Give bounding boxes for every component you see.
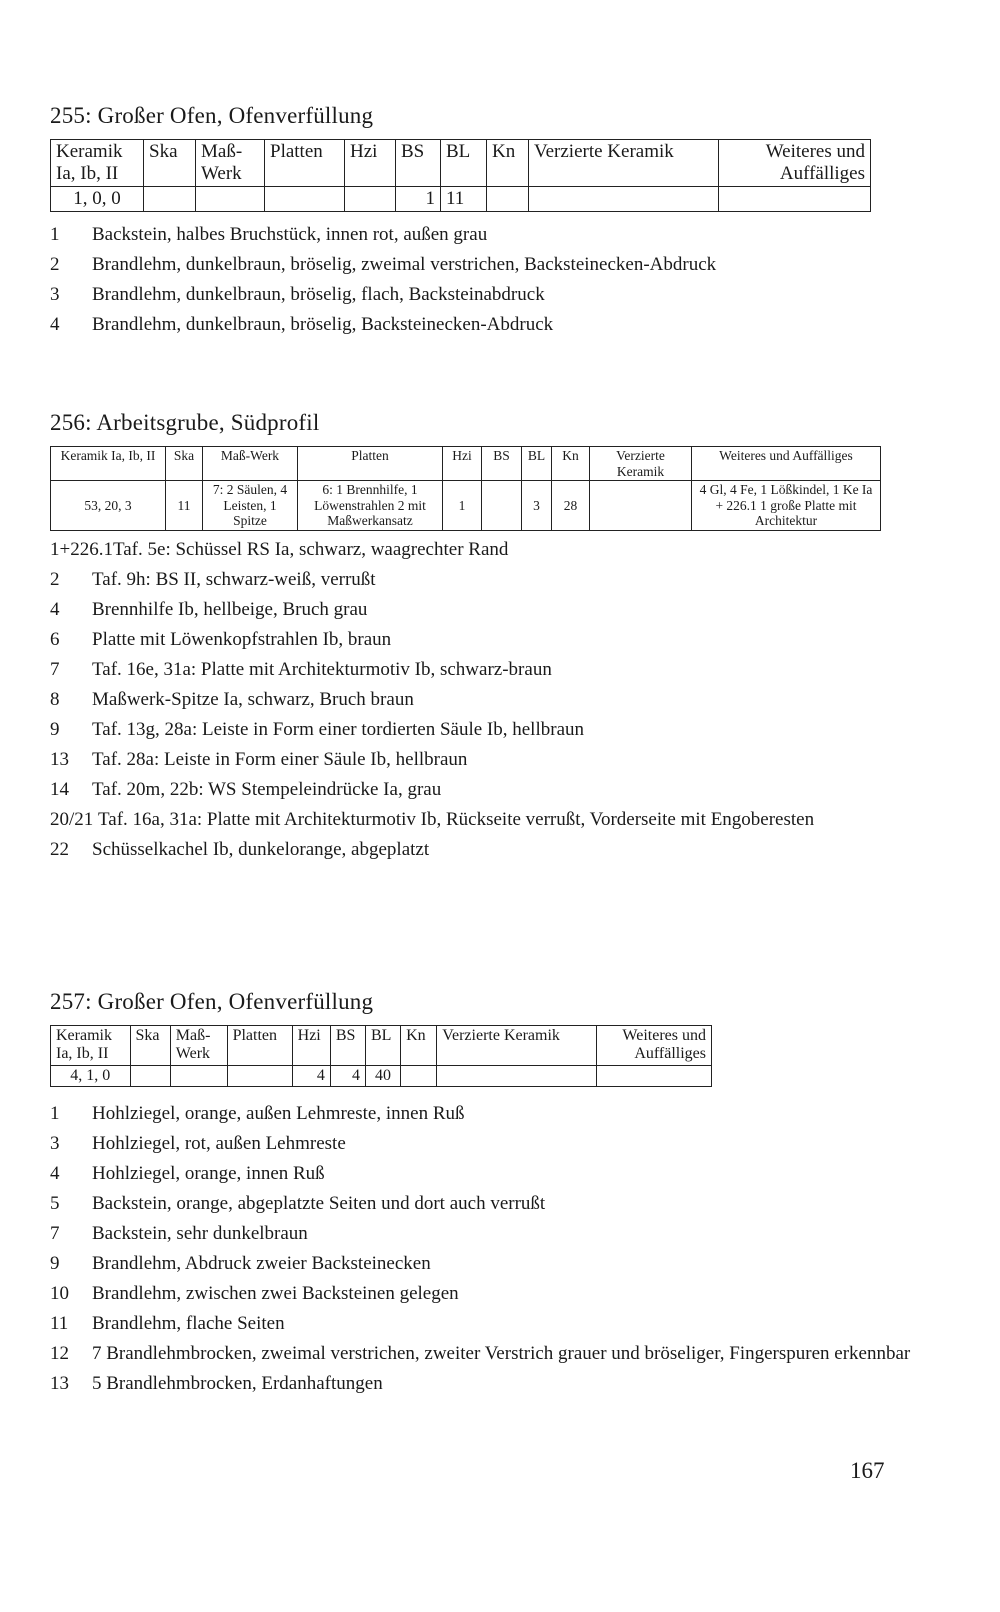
table-header: Hzi bbox=[292, 1026, 330, 1066]
item-number: 2 bbox=[50, 253, 60, 275]
item-text: Backstein, orange, abgeplatzte Seiten und dort auch verrußt bbox=[92, 1193, 546, 1215]
table-cell: 28 bbox=[552, 481, 590, 531]
table-header: Kn bbox=[401, 1026, 437, 1066]
item-number: 2 bbox=[50, 568, 60, 590]
table-cell: 53, 20, 3 bbox=[51, 481, 166, 531]
list-item bbox=[50, 805, 930, 835]
item-text: Taf. 16a, 31a: Platte mit Architekturmotiv Ib, Rückseite verrußt, Vorderseite mit Engoberesten bbox=[98, 808, 815, 830]
item-number: 1 bbox=[50, 1103, 60, 1125]
item-text: Maßwerk-Spitze Ia, schwarz, Bruch braun bbox=[92, 688, 414, 710]
table-cell: 1 bbox=[396, 186, 441, 211]
table-header: Ska bbox=[166, 447, 203, 481]
list-item bbox=[50, 1189, 930, 1219]
table-header: BL bbox=[441, 140, 487, 187]
list-item bbox=[50, 1309, 930, 1339]
table-cell: 1 bbox=[443, 481, 482, 531]
list-item bbox=[50, 220, 930, 250]
table-cell bbox=[345, 186, 396, 211]
finds-table bbox=[50, 446, 881, 531]
table-cell: 40 bbox=[365, 1065, 400, 1086]
section-heading: 256: Arbeitsgrube, Südprofil bbox=[50, 410, 320, 435]
list-item bbox=[50, 595, 930, 625]
table-cell: 1, 0, 0 bbox=[51, 186, 144, 211]
table-header: Weiteres und Auffälliges bbox=[719, 140, 871, 187]
table-header: Ska bbox=[130, 1026, 170, 1066]
table-header: Hzi bbox=[345, 140, 396, 187]
item-number: 13 bbox=[50, 1373, 69, 1395]
item-text: 7 Brandlehmbrocken, zweimal verstrichen, zweiter Verstrich grauer und bröseliger, Fingerspuren erkennbar bbox=[92, 1343, 911, 1365]
table-header-row bbox=[51, 447, 881, 481]
list-item bbox=[50, 655, 930, 685]
table-cell bbox=[597, 1065, 712, 1086]
table-cell: 4 bbox=[330, 1065, 365, 1086]
table-header: Weiteres und Auffälliges bbox=[692, 447, 881, 481]
find-list bbox=[50, 1099, 930, 1399]
item-text: Brandlehm, zwischen zwei Backsteinen gelegen bbox=[92, 1283, 459, 1305]
list-item bbox=[50, 685, 930, 715]
item-text: Taf. 20m, 22b: WS Stempeleindrücke Ia, grau bbox=[92, 778, 442, 800]
section-257 bbox=[50, 989, 930, 1399]
table-cell bbox=[719, 186, 871, 211]
table-cell bbox=[130, 1065, 170, 1086]
table-header: Platten bbox=[298, 447, 443, 481]
table-header: Verzierte Keramik bbox=[437, 1026, 597, 1066]
table-cell bbox=[196, 186, 265, 211]
item-text: Hohlziegel, orange, innen Ruß bbox=[92, 1163, 325, 1185]
table-cell bbox=[227, 1065, 292, 1086]
table-header: BS bbox=[330, 1026, 365, 1066]
section-255 bbox=[50, 103, 930, 340]
item-number: 7 bbox=[50, 658, 60, 680]
list-item bbox=[50, 280, 930, 310]
item-number: 3 bbox=[50, 283, 60, 305]
table-header: Keramik Ia, Ib, II bbox=[51, 140, 144, 187]
item-number: 4 bbox=[50, 598, 60, 620]
table-header: BL bbox=[522, 447, 552, 481]
table-cell bbox=[144, 186, 196, 211]
item-number: 9 bbox=[50, 1253, 60, 1275]
table-header: Hzi bbox=[443, 447, 482, 481]
item-number: 11 bbox=[50, 1313, 69, 1335]
item-number: 1+226.1 bbox=[50, 538, 113, 560]
item-number: 14 bbox=[50, 778, 69, 800]
list-item bbox=[50, 745, 930, 775]
table-header: Maß-Werk bbox=[170, 1026, 227, 1066]
table-cell: 11 bbox=[441, 186, 487, 211]
item-number: 3 bbox=[50, 1133, 60, 1155]
find-list bbox=[50, 535, 930, 865]
item-number: 4 bbox=[50, 313, 60, 335]
list-item bbox=[50, 835, 930, 865]
table-header: Keramik Ia, Ib, II bbox=[51, 447, 166, 481]
find-list bbox=[50, 220, 930, 340]
item-text: Brandlehm, dunkelbraun, bröselig, zweimal verstrichen, Backsteinecken-Abdruck bbox=[92, 253, 717, 275]
item-number: 6 bbox=[50, 628, 60, 650]
table-header: Platten bbox=[227, 1026, 292, 1066]
table-header: BS bbox=[396, 140, 441, 187]
table-cell bbox=[170, 1065, 227, 1086]
item-number: 10 bbox=[50, 1283, 69, 1305]
item-number: 22 bbox=[50, 838, 69, 860]
table-header: Platten bbox=[265, 140, 345, 187]
item-text: Taf. 9h: BS II, schwarz-weiß, verrußt bbox=[92, 568, 376, 590]
table-header: Maß-Werk bbox=[196, 140, 265, 187]
list-item bbox=[50, 310, 930, 340]
table-header: Maß-Werk bbox=[203, 447, 298, 481]
list-item bbox=[50, 1369, 930, 1399]
table-cell: 11 bbox=[166, 481, 203, 531]
table-cell bbox=[487, 186, 529, 211]
table-header: Weiteres und Auffälliges bbox=[597, 1026, 712, 1066]
table-row bbox=[51, 481, 881, 531]
table-cell bbox=[529, 186, 719, 211]
table-cell: 6: 1 Brennhilfe, 1 Löwenstrahlen 2 mit Maßwerkansatz bbox=[298, 481, 443, 531]
item-text: Backstein, sehr dunkelbraun bbox=[92, 1223, 308, 1245]
item-text: Brandlehm, flache Seiten bbox=[92, 1313, 285, 1335]
table-cell bbox=[437, 1065, 597, 1086]
finds-table bbox=[50, 139, 871, 212]
item-text: Brandlehm, Abdruck zweier Backsteinecken bbox=[92, 1253, 431, 1275]
table-row bbox=[51, 186, 871, 211]
item-number: 8 bbox=[50, 688, 60, 710]
table-header: Verzierte Keramik bbox=[590, 447, 692, 481]
table-cell: 4 bbox=[292, 1065, 330, 1086]
list-item bbox=[50, 715, 930, 745]
table-row bbox=[51, 1065, 712, 1086]
item-text: Taf. 16e, 31a: Platte mit Architekturmotiv Ib, schwarz-braun bbox=[92, 658, 552, 680]
list-item bbox=[50, 250, 930, 280]
table-cell: 7: 2 Säulen, 4 Leisten, 1 Spitze bbox=[203, 481, 298, 531]
item-text: Schüsselkachel Ib, dunkelorange, abgeplatzt bbox=[92, 838, 430, 860]
item-text: Brennhilfe Ib, hellbeige, Bruch grau bbox=[92, 598, 368, 620]
list-item bbox=[50, 565, 930, 595]
section-heading: 257: Großer Ofen, Ofenverfüllung bbox=[50, 989, 374, 1014]
table-header: BS bbox=[482, 447, 522, 481]
section-256 bbox=[50, 410, 930, 865]
table-header: Kn bbox=[552, 447, 590, 481]
item-text: Taf. 13g, 28a: Leiste in Form einer tordierten Säule Ib, hellbraun bbox=[92, 718, 584, 740]
item-text: Taf. 28a: Leiste in Form einer Säule Ib, hellbraun bbox=[92, 748, 468, 770]
table-header: Verzierte Keramik bbox=[529, 140, 719, 187]
table-header-row bbox=[51, 140, 871, 187]
page-number: 167 bbox=[850, 1458, 885, 1483]
item-number: 9 bbox=[50, 718, 60, 740]
table-header: Kn bbox=[487, 140, 529, 187]
list-item bbox=[50, 535, 930, 565]
item-text: Brandlehm, dunkelbraun, bröselig, flach, Backsteinabdruck bbox=[92, 283, 545, 305]
item-number: 4 bbox=[50, 1163, 60, 1185]
item-number: 13 bbox=[50, 748, 69, 770]
table-cell: 4 Gl, 4 Fe, 1 Lößkindel, 1 Ke Ia + 226.1 1 große Platte mit Architektur bbox=[692, 481, 881, 531]
section-heading: 255: Großer Ofen, Ofenverfüllung bbox=[50, 103, 374, 128]
list-item bbox=[50, 1219, 930, 1249]
list-item bbox=[50, 1249, 930, 1279]
item-number: 20/21 bbox=[50, 808, 94, 830]
table-cell bbox=[482, 481, 522, 531]
table-cell: 4, 1, 0 bbox=[51, 1065, 131, 1086]
table-cell: 3 bbox=[522, 481, 552, 531]
item-number: 5 bbox=[50, 1193, 60, 1215]
item-text: Platte mit Löwenkopfstrahlen Ib, braun bbox=[92, 628, 392, 650]
list-item bbox=[50, 1279, 930, 1309]
list-item bbox=[50, 1099, 930, 1129]
table-header: Ska bbox=[144, 140, 196, 187]
table-header: Keramik Ia, Ib, II bbox=[51, 1026, 131, 1066]
table-header-row bbox=[51, 1026, 712, 1066]
item-text: Hohlziegel, rot, außen Lehmreste bbox=[92, 1133, 346, 1155]
finds-table bbox=[50, 1025, 712, 1087]
item-number: 7 bbox=[50, 1223, 60, 1245]
list-item bbox=[50, 625, 930, 655]
item-text: 5 Brandlehmbrocken, Erdanhaftungen bbox=[92, 1373, 383, 1395]
item-number: 1 bbox=[50, 223, 60, 245]
list-item bbox=[50, 1159, 930, 1189]
item-number: 12 bbox=[50, 1343, 69, 1365]
list-item bbox=[50, 1129, 930, 1159]
list-item bbox=[50, 775, 930, 805]
list-item bbox=[50, 1339, 930, 1369]
item-text: Brandlehm, dunkelbraun, bröselig, Backsteinecken-Abdruck bbox=[92, 313, 554, 335]
table-header: BL bbox=[365, 1026, 400, 1066]
item-text: Taf. 5e: Schüssel RS Ia, schwarz, waagrechter Rand bbox=[112, 538, 509, 560]
table-cell bbox=[265, 186, 345, 211]
item-text: Hohlziegel, orange, außen Lehmreste, innen Ruß bbox=[92, 1103, 465, 1125]
item-text: Backstein, halbes Bruchstück, innen rot, außen grau bbox=[92, 223, 488, 245]
table-cell bbox=[401, 1065, 437, 1086]
table-cell bbox=[590, 481, 692, 531]
